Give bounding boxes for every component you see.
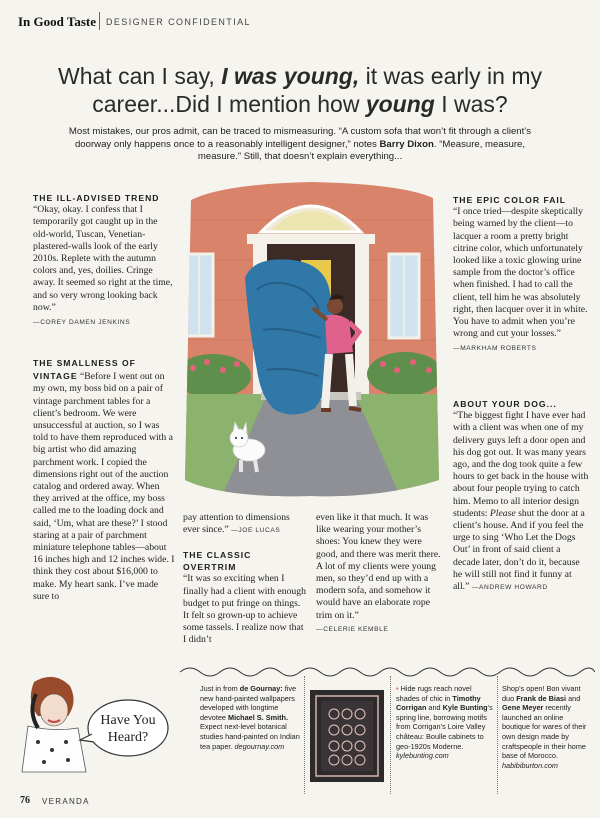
doorway-illustration	[183, 180, 440, 498]
story-overtrim	[183, 549, 307, 647]
page-headline	[20, 62, 580, 118]
bubble-line-1: Have You	[100, 713, 156, 728]
header-divider	[99, 12, 100, 30]
news-text: ’s spring line, borrowing motifs from Corrigan’s Loire Valley château: Boulle cabinets to geo-1920s Moderne.	[396, 703, 493, 751]
news-bold: Frank de Biasi	[516, 693, 567, 703]
bubble-line-2: Heard?	[107, 730, 149, 745]
dek-paragraph	[62, 126, 538, 164]
story-body: “Before I went out on my own, my boss bid on a pair of vintage parchment tables for a client’s bedroom. We were unsuccessful at auction, so I was told to have them reproduced with a big artist who did amazing parchment work. I copied the dimensions right out of the auction catalog and ordered away. When they arrived at the office, my boss called me to the loading dock and said, ‘Um, what are these?’ I stood staring at a pair of parchment miniature telephone tables—about 16 inches high and 12 inches wide. I think they cost about $16,000 to make. My heart sank. I’ve made sure to	[33, 371, 175, 602]
story-credit: —ANDREW HOWARD	[469, 584, 548, 592]
story-body-cont: even like it that much. It was like wearing your mother’s shoes: You knew they were good, and there was merit there. A lot of my clients were young men, so they’d end up with a modern sofa, and somehow it would have an elaborate rope trim on it.”	[316, 512, 441, 621]
news-url: habibiburton.com	[502, 760, 558, 770]
door-pillar-right	[355, 244, 369, 404]
news-bold: Kyle Bunting	[442, 703, 488, 713]
news-text: Shop’s open! Bon vivant duo	[502, 684, 581, 703]
shrub-right	[367, 352, 440, 396]
news-url: kylebunting.com	[396, 751, 449, 761]
hide-rug-image	[306, 688, 388, 784]
headline-part: What can I say,	[58, 63, 222, 89]
story-credit: —JOE LUCAS	[228, 527, 281, 535]
news-gournay	[200, 684, 300, 751]
strip-divider	[497, 676, 498, 794]
story-text: “The biggest fight I have ever had with a client was when one of my delivery guys left a door open and his dog got out. It was many years ago, and the dog took quite a few hours to get back in the house with about four people trying to catch him. Memo to all interior design students:	[453, 410, 589, 519]
story-credit: —COREY DAMEN JENKINS	[33, 319, 131, 327]
news-text: Just in from	[200, 684, 240, 693]
story-kicker: THE CLASSIC OVERTRIM	[183, 550, 252, 573]
story-vintage	[33, 357, 175, 603]
strip-divider	[304, 676, 305, 794]
story-body-cont: pay attention to dimensions ever since.”	[183, 512, 290, 536]
news-bold: Timothy Corrigan	[396, 693, 481, 713]
story-emphasis: Please	[489, 507, 516, 519]
story-text: shut the door at a client’s house. And if you feel the urge to sing ‘Who Let the Dogs Out’ in front of said client a decade later, don’t do it, because he will still not find it funny at all.”	[453, 507, 585, 593]
story-kicker: ABOUT YOUR DOG...	[453, 399, 557, 409]
pink-shirt	[325, 315, 353, 354]
story-color	[453, 194, 589, 356]
series-title: DESIGNER CONFIDENTIAL	[106, 17, 251, 27]
story-kicker: THE EPIC COLOR FAIL	[453, 195, 567, 205]
magazine-name: VERANDA	[42, 797, 90, 806]
news-bold: de Gournay:	[239, 684, 283, 693]
headline-emphasis: I was young,	[221, 63, 360, 89]
speech-bubble	[88, 700, 168, 756]
page-number: 76	[20, 795, 30, 806]
bullet-icon: •	[396, 684, 399, 693]
overtrim-continued	[316, 512, 442, 636]
dek-text: . “Measure, measure, measure.” Still, that doesn’t explain everything...	[197, 138, 526, 162]
news-bold: Gene Meyer	[502, 703, 544, 713]
section-title: In Good Taste	[18, 14, 97, 29]
story-dog	[453, 398, 589, 594]
news-text: and	[566, 693, 581, 703]
news-text: recently launched an online boutique for wares of their own design made by craftspeople in their home base of Morocco.	[502, 703, 587, 761]
headline-part: it was early in my career...Did I mention how	[92, 63, 542, 117]
news-bold: Michael S. Smith.	[228, 712, 289, 722]
news-text: Hide rugs reach novel shades of chic in	[396, 684, 472, 703]
vintage-continued	[183, 512, 307, 537]
have-you-heard-logo	[8, 672, 188, 784]
news-shop	[502, 684, 592, 770]
story-kicker: THE ILL-ADVISED TREND	[33, 193, 160, 203]
news-url: degournay.com	[234, 741, 285, 751]
story-body: “It was so exciting when I finally had a client with enough budget to put fringe on things. It felt so grown-up to achieve some tassels. I realize now that I didn’t	[183, 573, 306, 646]
story-trend	[33, 192, 175, 329]
door-lintel	[247, 234, 375, 244]
headline-emphasis: young	[365, 91, 435, 117]
news-rugs	[396, 684, 494, 761]
news-text: five new hand-painted wallpapers developed with longtime devotee	[200, 684, 297, 722]
dress	[22, 726, 86, 772]
story-credit: —CELERIE KEMBLE	[316, 625, 389, 633]
decorative-squiggle	[180, 660, 595, 682]
strip-divider	[390, 676, 391, 794]
news-text: and	[426, 703, 443, 713]
story-body: “I once tried—despite skeptically being warned by the client—to lacquer a room a pretty bright citrine color, which unfortunately looked like a toxic glowing urine sample from the doctor’s office when finished. I had to call the client, tell him he was absolutely right, then lacquer over it in white. You have to admit when you’re wrong and cut your losses.”	[453, 206, 588, 340]
story-body: “Okay, okay. I confess that I temporarily got caught up in the old-world, Tuscan, Venetian-plastered-walls look of the early 2010s. Replete with the autumn colors and, yes, doilies. Cringe away. It seemed so right at the time, and so very wrong looking back now.”	[33, 204, 173, 313]
story-body	[453, 410, 589, 594]
dek-name: Barry Dixon	[379, 138, 434, 150]
person-head	[327, 298, 343, 314]
story-credit: —MARKHAM ROBERTS	[453, 345, 537, 353]
story-kicker: THE SMALLNESS OF VINTAGE	[33, 358, 136, 382]
headline-part: I was?	[434, 91, 508, 117]
dek-text: Most mistakes, our pros admit, can be traced to mismeasuring. “A custom sofa that won’t fit through a client’s doorway only happens once to a reasonably intelligent designer,” notes	[68, 126, 532, 150]
news-text: Expect next-level botanical studies hand-painted on Indian tea paper.	[200, 722, 300, 751]
